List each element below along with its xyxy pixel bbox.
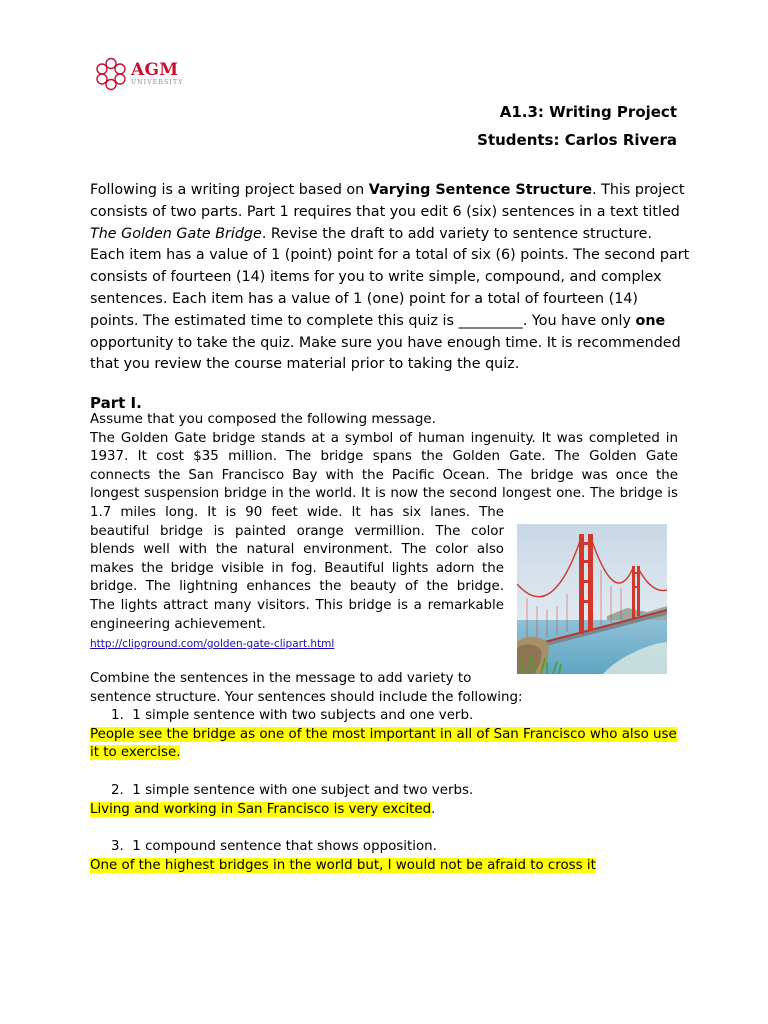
item-number: 2. — [111, 783, 124, 798]
list-item — [90, 838, 596, 857]
answer-period: . — [431, 801, 436, 817]
list-item — [90, 707, 677, 726]
source-link[interactable]: http://clipground.com/golden-gate-clipart.html — [90, 638, 335, 650]
intro-bold-one: one — [635, 312, 666, 329]
university-logo — [94, 57, 183, 91]
message-line: engineering achievement. — [90, 616, 266, 632]
item-prompt: 1 compound sentence that shows opposition. — [132, 839, 437, 854]
part-title: Part I. — [90, 394, 142, 412]
message-line: 1937. It cost $35 million. The bridge spans the Golden Gate. The Golden Gate — [90, 449, 678, 465]
message-line: beautiful bridge is painted orange vermillion. The color — [90, 523, 504, 539]
logo-subtitle: UNIVERSITY — [131, 79, 184, 86]
item-prompt: 1 simple sentence with one subject and two verbs. — [132, 783, 474, 798]
intro-paragraph — [90, 180, 690, 376]
golden-gate-bridge-image — [517, 524, 667, 674]
item-number: 1. — [111, 708, 124, 724]
logo-name: AGM — [131, 60, 179, 80]
instruction-line: sentence structure. Your sentences should include the following: — [90, 689, 523, 705]
answer-line — [90, 744, 677, 763]
item-2-block — [90, 782, 473, 819]
student-name: Students: Carlos Rivera — [477, 131, 677, 149]
intro-bold-topic: Varying Sentence Structure — [368, 182, 593, 198]
intro-italic-title: The Golden Gate Bridge — [90, 225, 262, 242]
list-item — [90, 782, 473, 801]
highlighted-answer: Living and working in San Francisco is very excited — [90, 801, 432, 817]
item-number: 3. — [111, 839, 124, 854]
message-line: bridge. The lightning enhances the beauty of the bridge. — [90, 579, 504, 595]
message-line: makes the bridge visible in fog. Beautiful lights adorn the — [90, 560, 504, 576]
highlighted-answer: One of the highest bridges in the world but, I would not be afraid to cross it — [90, 857, 596, 873]
answer-line — [90, 801, 473, 820]
intro-text: . This project consists of two parts. Part 1 requires that you edit 6 (six) sentences in a text titled — [90, 182, 685, 220]
message-line: The lights attract many visitors. This bridge is a remarkable — [90, 597, 504, 613]
instruction-line: Combine the sentences in the message to add variety to — [90, 671, 472, 686]
message-line: connects the San Francisco Bay with the Pacific Ocean. The bridge was once the — [90, 467, 678, 483]
assignment-title: A1.3: Writing Project — [499, 103, 677, 121]
answer-line — [90, 726, 677, 745]
message-line: longest suspension bridge in the world. It is now the second longest one. The bridge is — [90, 486, 678, 502]
highlighted-answer: People see the bridge as one of the most important in all of San Francisco who also use — [90, 726, 677, 742]
answer-line — [90, 857, 596, 876]
intro-text: . Revise the draft to add variety to sentence structure. Each item has a value of 1 (point) point for a total of six (6) points. The second part consists of fourteen (14) items for you to write simple, compound, and complex sentences. Each item has a value of 1 (one) point for a total of fourteen (14) points. The estimated time to complete this quiz is _________. You have only — [90, 225, 690, 329]
item-prompt: 1 simple sentence with two subjects and one verb. — [132, 708, 474, 724]
instructions-block — [90, 670, 677, 763]
message-line: blends well with the natural environment. The color also — [90, 542, 504, 558]
message-line: Assume that you composed the following message. — [90, 412, 436, 427]
intro-text: Following is a writing project based on — [90, 182, 369, 198]
message-line: 1.7 miles long. It is 90 feet wide. It has six lanes. The — [90, 504, 504, 520]
message-line: The Golden Gate bridge stands at a symbol of human ingenuity. It was completed in — [90, 430, 678, 446]
highlighted-answer: it to exercise. — [90, 745, 181, 761]
item-3-block — [90, 838, 596, 875]
intro-text: opportunity to take the quiz. Make sure you have enough time. It is recommended that you review the course material prior to taking the quiz. — [90, 334, 681, 373]
logo-emblem-icon — [94, 57, 128, 91]
